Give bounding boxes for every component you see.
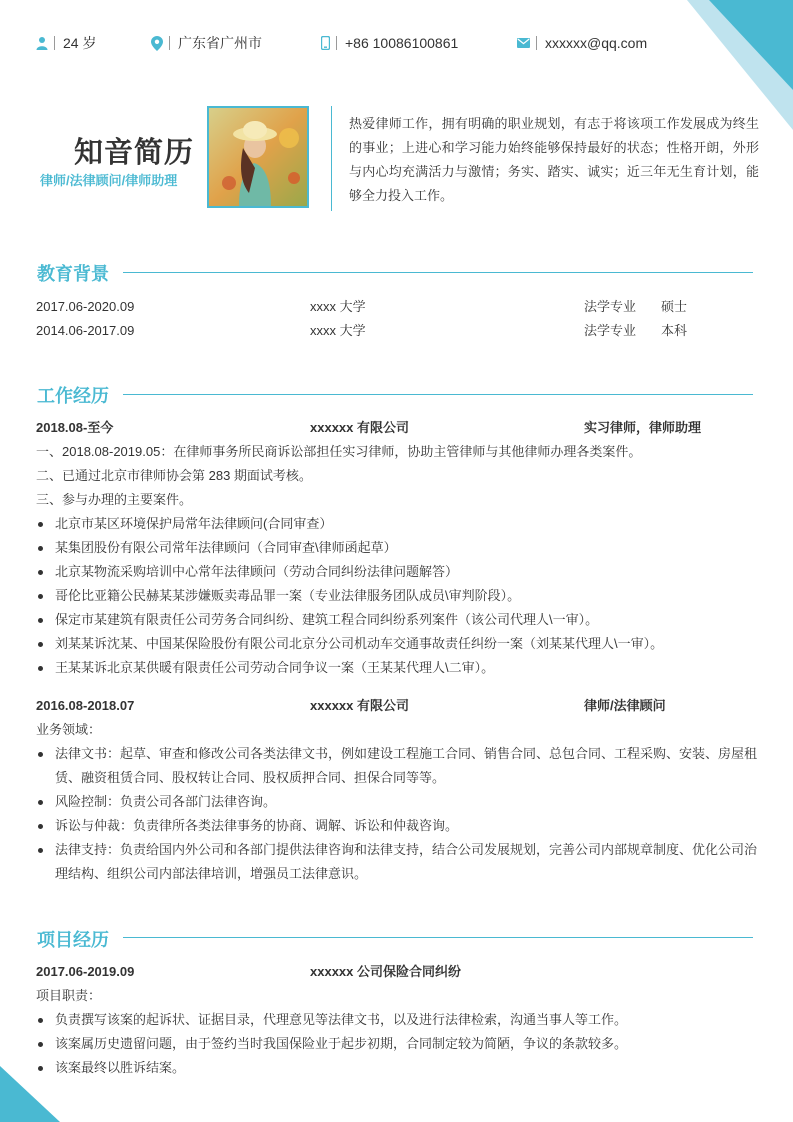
- section-divider-work: [123, 394, 753, 395]
- email-icon: [517, 38, 530, 48]
- contact-separator: [169, 36, 170, 50]
- location-text: 广东省广州市: [178, 35, 262, 51]
- education-row: [36, 296, 756, 318]
- contact-separator: [536, 36, 537, 50]
- section-divider-project: [123, 937, 753, 938]
- project-period: 2017.06-2019.09: [36, 964, 135, 979]
- section-title-project: 项目经历: [37, 930, 109, 950]
- list-item: 风险控制：负责公司各部门法律咨询。: [36, 790, 758, 814]
- phone-text: +86 10086100861: [345, 35, 459, 51]
- education-school: xxxx 大学: [310, 323, 366, 338]
- job-detail-line: 二、已通过北京市律师协会第 283 期面试考核。: [36, 468, 312, 483]
- person-icon: [36, 36, 48, 50]
- list-item: 王某某诉北京某供暖有限责任公司劳动合同争议一案（王某某代理人\二审）。: [36, 656, 758, 680]
- education-major: 法学专业: [584, 299, 637, 314]
- contact-separator: [54, 36, 55, 50]
- list-item: 北京某物流采购培训中心常年法律顾问（劳动合同纠纷法律问题解答）: [36, 560, 758, 584]
- list-item: 该案最终以胜诉结案。: [36, 1056, 758, 1080]
- job-case-list: [36, 512, 758, 680]
- education-row: [36, 320, 756, 342]
- section-divider-education: [123, 272, 753, 273]
- list-item: 法律支持：负责给国内外公司和各部门提供法律咨询和法律支持，结合公司发展规划，完善公司内部规章制度、优化公司治理结构、组织公司内部法律培训，增强员工法律意识。: [36, 838, 758, 886]
- education-major: 法学专业: [584, 323, 637, 338]
- project-detail-line: 项目职责：: [36, 988, 102, 1003]
- education-degree: 本科: [661, 323, 688, 338]
- list-item: 该案属历史遗留问题，由于签约当时我国保险业于起步初期，合同制定较为简陋，争议的条款较多。: [36, 1032, 758, 1056]
- age-text: 24 岁: [63, 35, 97, 51]
- resume-name: 知音简历: [74, 137, 195, 169]
- contact-age: [36, 32, 96, 54]
- list-item: 哥伦比亚籍公民赫某某涉嫌贩卖毒品罪一案（专业法律服务团队成员\审判阶段）。: [36, 584, 758, 608]
- resume-role: 律师/法律顾问/律师助理: [40, 173, 178, 188]
- contact-bar: [36, 32, 756, 54]
- contact-phone: [321, 32, 458, 54]
- header-divider: [331, 106, 332, 211]
- job-detail-line: 一、2018.08-2019.05：在律师事务所民商诉讼部担任实习律师，协助主管律师与其他律师办理各类案件。: [36, 444, 642, 459]
- job-duty-list: [36, 742, 758, 886]
- job-detail-line: 业务领域：: [36, 722, 102, 737]
- education-period: 2017.06-2020.09: [36, 299, 135, 314]
- list-item: 法律文书：起草、审查和修改公司各类法律文书，例如建设工程施工合同、销售合同、总包合同、工程采购、安装、房屋租赁、融资租赁合同、股权转让合同、股权质押合同、担保合同等等。: [36, 742, 758, 790]
- list-item: 保定市某建筑有限责任公司劳务合同纠纷、建筑工程合同纠纷系列案件（该公司代理人\一审）。: [36, 608, 758, 632]
- section-title-work: 工作经历: [37, 386, 109, 406]
- contact-location: [151, 32, 262, 54]
- email-text: xxxxxx@qq.com: [545, 35, 648, 51]
- self-introduction: 热爱律师工作，拥有明确的职业规划，有志于将该项工作发展成为终生的事业；上进心和学习能力始终能够保持最好的状态；性格开朗，外形与内心均充满活力与激情；务实、踏实、诚实；近三年无生育计划，能够全力投入工作。: [349, 116, 759, 203]
- education-degree: 硕士: [661, 299, 688, 314]
- job-position: 实习律师，律师助理: [584, 420, 702, 435]
- profile-photo: [207, 106, 309, 208]
- job-position: 律师/法律顾问: [584, 698, 666, 713]
- education-school: xxxx 大学: [310, 299, 366, 314]
- list-item: 北京市某区环境保护局常年法律顾问(合同审查）: [36, 512, 758, 536]
- job-period: 2018.08-至今: [36, 420, 114, 435]
- list-item: 刘某某诉沈某、中国某保险股份有限公司北京分公司机动车交通事故责任纠纷一案（刘某某代理人\一审）。: [36, 632, 758, 656]
- project-duty-list: [36, 1008, 758, 1080]
- job-detail-line: 三、参与办理的主要案件。: [36, 492, 193, 507]
- section-title-education: 教育背景: [37, 264, 109, 284]
- education-period: 2014.06-2017.09: [36, 323, 135, 338]
- job-header: [36, 417, 756, 439]
- location-pin-icon: [151, 36, 163, 51]
- contact-email: [517, 32, 647, 54]
- job-company: xxxxxx 有限公司: [310, 698, 409, 713]
- list-item: 某集团股份有限公司常年法律顾问（合同审查\律师函起草）: [36, 536, 758, 560]
- project-name: xxxxxx 公司保险合同纠纷: [310, 964, 461, 979]
- phone-icon: [321, 36, 330, 50]
- corner-decoration-top-right: [681, 0, 793, 130]
- list-item: 诉讼与仲裁：负责律所各类法律事务的协商、调解、诉讼和仲裁咨询。: [36, 814, 758, 838]
- job-header: [36, 695, 756, 717]
- project-header: [36, 961, 756, 983]
- list-item: 负责撰写该案的起诉状、证据目录，代理意见等法律文书，以及进行法律检索，沟通当事人等工作。: [36, 1008, 758, 1032]
- job-company: xxxxxx 有限公司: [310, 420, 409, 435]
- job-period: 2016.08-2018.07: [36, 698, 135, 713]
- contact-separator: [336, 36, 337, 50]
